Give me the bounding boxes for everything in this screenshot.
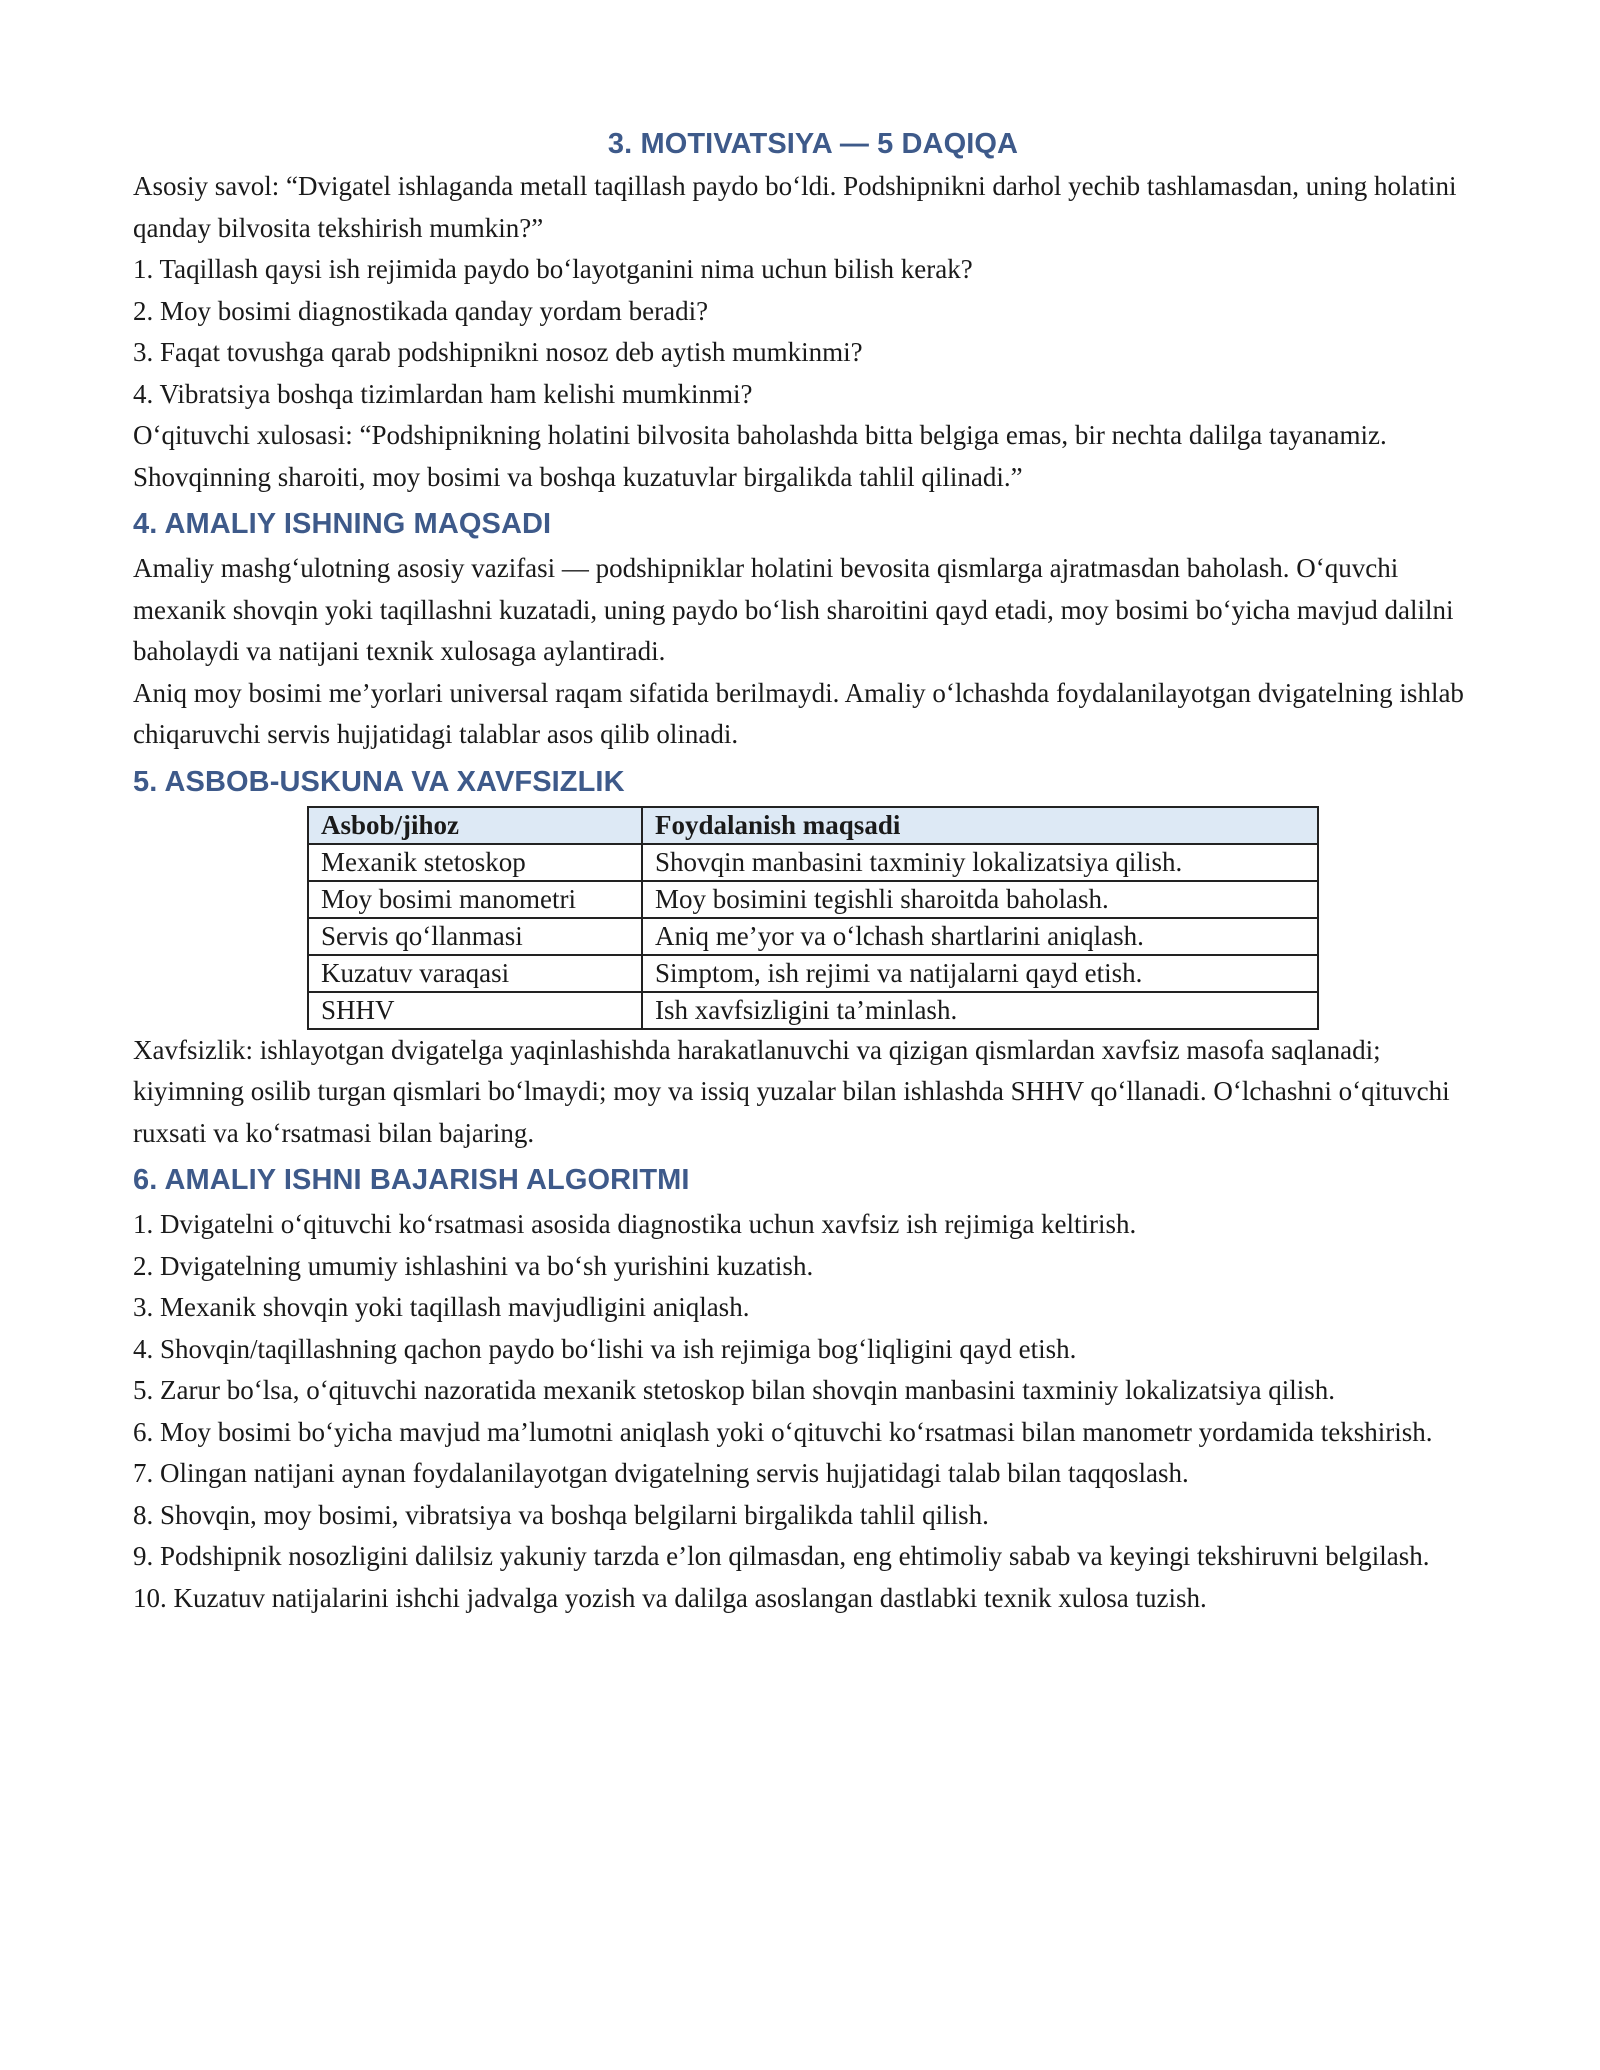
algorithm-step: 2. Dvigatelning umumiy ishlashini va bo‘sh yurishini kuzatish.	[133, 1250, 814, 1281]
safety-paragraph: Xavfsizlik: ishlayotgan dvigatelga yaqinlashishda harakatlanuvchi va qizigan qismlardan xavfsiz masofa saqlanadi; kiyimning osilib turgan qismlari bo‘lmaydi; moy va issiq yuzalar bilan ishlashda SHHV qo‘llanadi. O‘lchashni o‘qituvchi ruxsati va ko‘rsatmasi bilan bajaring.	[133, 1034, 1450, 1148]
algorithm-step: 4. Shovqin/taqillashning qachon paydo bo‘lishi va ish rejimiga bog‘liqligini qayd etish.	[133, 1333, 1077, 1364]
algorithm-step: 6. Moy bosimi bo‘yicha mavjud ma’lumotni aniqlash yoki o‘qituvchi ko‘rsatmasi bilan manometr yordamida tekshirish.	[133, 1416, 1433, 1447]
question-item: 4. Vibratsiya boshqa tizimlardan ham kelishi mumkinmi?	[133, 378, 753, 409]
question-item: 2. Moy bosimi diagnostikada qanday yordam beradi?	[133, 295, 709, 326]
table-row	[308, 881, 1318, 918]
table-header-cell: Foydalanish maqsadi	[642, 807, 1318, 844]
teacher-conclusion: O‘qituvchi xulosasi: “Podshipnikning holatini bilvosita baholashda bitta belgiga emas, bir nechta dalilga tayanamiz. Shovqinning sharoiti, moy bosimi va boshqa kuzatuvlar birgalikda tahlil qilinadi.”	[133, 420, 1387, 492]
algorithm-step: 3. Mexanik shovqin yoki taqillash mavjudligini aniqlash.	[133, 1292, 750, 1322]
algorithm-step: 9. Podshipnik nosozligini dalilsiz yakuniy tarzda e’lon qilmasdan, eng ehtimoliy sabab va keyingi tekshiruvni belgilash.	[133, 1541, 1430, 1571]
main-question: Asosiy savol: “Dvigatel ishlaganda metall taqillash paydo bo‘ldi. Podshipnikni darhol yechib tashlamasdan, uning holatini qanday bilvosita tekshirish mumkin?”	[133, 171, 1457, 243]
table-cell-tool: Mexanik stetoskop	[308, 844, 642, 881]
table-row	[308, 955, 1318, 992]
question-item: 3. Faqat tovushga qarab podshipnikni nosoz deb aytish mumkinmi?	[133, 337, 863, 367]
goal-paragraph: Amaliy mashg‘ulotning asosiy vazifasi — podshipniklar holatini bevosita qismlarga ajratmasdan baholash. O‘quvchi mexanik shovqin yoki taqillashni kuzatadi, uning paydo bo‘lish sharoitini qayd etadi, moy bosimi bo‘yicha mavjud dalilni baholaydi va natijani texnik xulosaga aylantiradi.	[133, 553, 1454, 666]
algorithm-step: 8. Shovqin, moy bosimi, vibratsiya va boshqa belgilarni birgalikda tahlil qilish.	[133, 1499, 989, 1530]
algorithm-step: 1. Dvigatelni o‘qituvchi ko‘rsatmasi asosida diagnostika uchun xavfsiz ish rejimiga keltirish.	[133, 1209, 1137, 1239]
equipment-table	[307, 806, 1319, 1030]
table-cell-purpose: Ish xavfsizligini ta’minlash.	[642, 992, 1318, 1029]
section-title-asbob: 5. ASBOB-USKUNA VA XAVFSIZLIK	[133, 765, 625, 798]
table-cell-purpose: Simptom, ish rejimi va natijalarni qayd etish.	[642, 955, 1318, 992]
table-row	[308, 844, 1318, 881]
algorithm-step: 7. Olingan natijani aynan foydalanilayotgan dvigatelning servis hujjatidagi talab bilan taqqoslash.	[133, 1458, 1189, 1488]
table-cell-purpose: Aniq me’yor va o‘lchash shartlarini aniqlash.	[642, 918, 1318, 955]
question-item: 1. Taqillash qaysi ish rejimida paydo bo‘layotganini nima uchun bilish kerak?	[133, 254, 973, 284]
table-cell-purpose: Shovqin manbasini taxminiy lokalizatsiya qilish.	[642, 844, 1318, 881]
section-title-motivatsiya: 3. MOTIVATSIYA — 5 DAQIQA	[607, 128, 1019, 160]
table-cell-tool: Kuzatuv varaqasi	[308, 955, 642, 992]
table-cell-purpose: Moy bosimini tegishli sharoitda baholash.	[642, 881, 1318, 918]
section-title-algoritm: 6. AMALIY ISHNI BAJARISH ALGORITMI	[133, 1164, 690, 1196]
section-title-maqsad: 4. AMALIY ISHNING MAQSADI	[133, 508, 552, 540]
algorithm-step: 5. Zarur bo‘lsa, o‘qituvchi nazoratida mexanik stetoskop bilan shovqin manbasini taxminiy lokalizatsiya qilish.	[133, 1375, 1336, 1405]
table-cell-tool: Servis qo‘llanmasi	[308, 918, 642, 955]
table-header-row	[308, 807, 1318, 844]
table-header-cell: Asbob/jihoz	[308, 807, 642, 844]
document-page	[133, 122, 1493, 1619]
table-cell-tool: Moy bosimi manometri	[308, 881, 642, 918]
goal-paragraph: Aniq moy bosimi me’yorlari universal raqam sifatida berilmaydi. Amaliy o‘lchashda foydalanilayotgan dvigatelning ishlab chiqaruvchi servis hujjatidagi talablar asos qilib olinadi.	[133, 677, 1464, 749]
table-row	[308, 918, 1318, 955]
table-cell-tool: SHHV	[308, 992, 642, 1029]
table-row	[308, 992, 1318, 1029]
algorithm-step: 10. Kuzatuv natijalarini ishchi jadvalga yozish va dalilga asoslangan dastlabki texnik xulosa tuzish.	[133, 1582, 1207, 1613]
